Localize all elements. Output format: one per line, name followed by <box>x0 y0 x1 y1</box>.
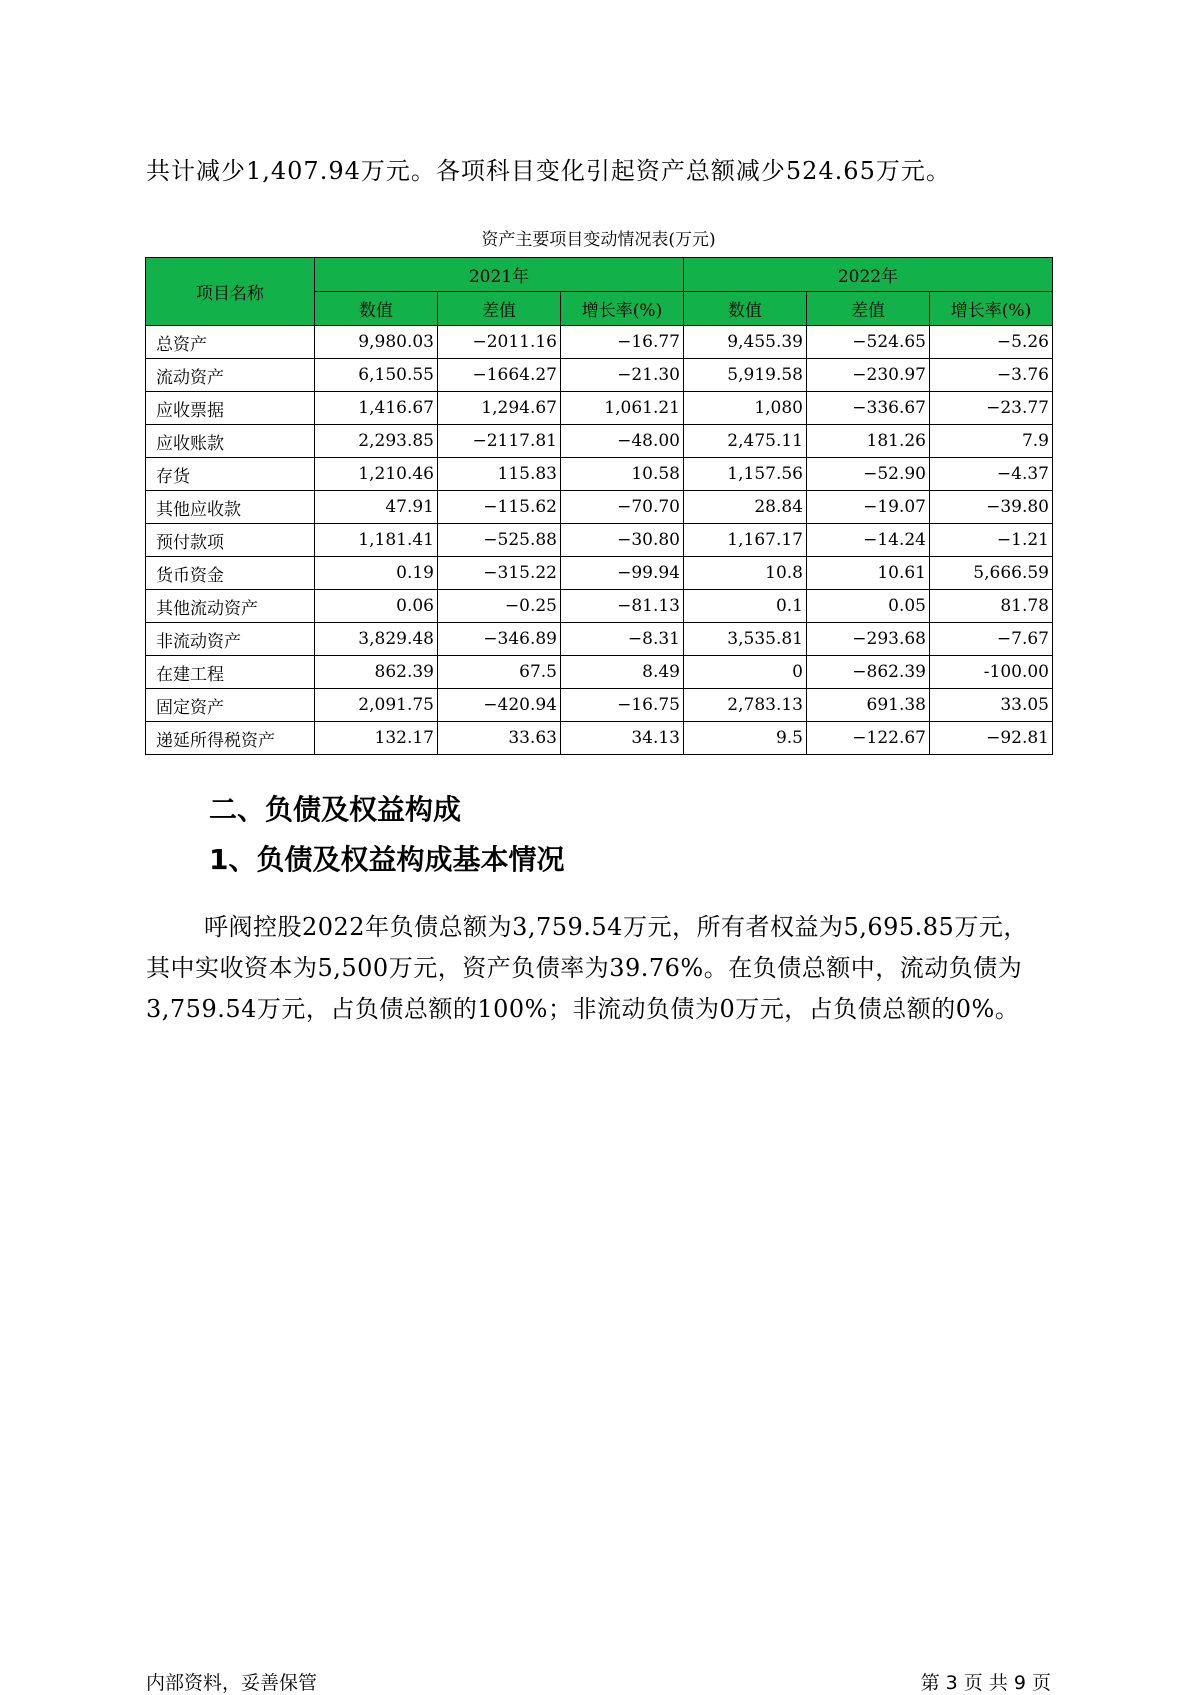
row-value-cell: 3,829.48 <box>315 623 438 656</box>
row-item-name: 应收账款 <box>146 425 315 458</box>
row-value-cell: 5,919.58 <box>684 359 807 392</box>
row-value-cell: −2117.81 <box>438 425 561 458</box>
row-value-cell: −293.68 <box>807 623 930 656</box>
row-value-cell: −14.24 <box>807 524 930 557</box>
sub-header: 增长率(%) <box>930 292 1053 326</box>
row-value-cell: −70.70 <box>561 491 684 524</box>
table-caption: 资产主要项目变动情况表(万元) <box>481 230 716 250</box>
footer-confidential-note: 内部资料，妥善保管 <box>146 1672 318 1694</box>
row-item-name: 存货 <box>146 458 315 491</box>
table-row <box>146 524 1053 557</box>
table-row <box>146 557 1053 590</box>
year-2021-header: 2021年 <box>315 258 684 292</box>
row-value-cell: −115.62 <box>438 491 561 524</box>
item-name-header: 项目名称 <box>146 258 315 326</box>
table-row <box>146 392 1053 425</box>
row-value-cell: −48.00 <box>561 425 684 458</box>
row-item-name: 预付款项 <box>146 524 315 557</box>
row-item-name: 其他应收款 <box>146 491 315 524</box>
row-value-cell: 0.05 <box>807 590 930 623</box>
section-title: 二、负债及权益构成 <box>209 793 462 826</box>
row-value-cell: −39.80 <box>930 491 1053 524</box>
row-value-cell: −420.94 <box>438 689 561 722</box>
row-value-cell: 115.83 <box>438 458 561 491</box>
table-row <box>146 326 1053 359</box>
row-value-cell: 1,294.67 <box>438 392 561 425</box>
row-value-cell: −346.89 <box>438 623 561 656</box>
row-value-cell: −524.65 <box>807 326 930 359</box>
row-value-cell: 2,293.85 <box>315 425 438 458</box>
row-value-cell: −30.80 <box>561 524 684 557</box>
footer-page-number: 第 3 页 共 9 页 <box>920 1672 1051 1694</box>
row-value-cell: -100.00 <box>930 656 1053 689</box>
row-value-cell: −8.31 <box>561 623 684 656</box>
row-value-cell: 2,783.13 <box>684 689 807 722</box>
row-value-cell: 1,061.21 <box>561 392 684 425</box>
row-value-cell: 10.61 <box>807 557 930 590</box>
row-value-cell: 132.17 <box>315 722 438 755</box>
row-value-cell: −2011.16 <box>438 326 561 359</box>
row-value-cell: −122.67 <box>807 722 930 755</box>
row-value-cell: −81.13 <box>561 590 684 623</box>
row-value-cell: 181.26 <box>807 425 930 458</box>
table-row <box>146 458 1053 491</box>
row-value-cell: 2,091.75 <box>315 689 438 722</box>
row-value-cell: 81.78 <box>930 590 1053 623</box>
row-value-cell: 0.19 <box>315 557 438 590</box>
row-value-cell: 33.05 <box>930 689 1053 722</box>
row-item-name: 其他流动资产 <box>146 590 315 623</box>
row-value-cell: 1,416.67 <box>315 392 438 425</box>
row-value-cell: 862.39 <box>315 656 438 689</box>
row-value-cell: 47.91 <box>315 491 438 524</box>
row-value-cell: −16.77 <box>561 326 684 359</box>
sub-header: 数值 <box>315 292 438 326</box>
row-value-cell: −99.94 <box>561 557 684 590</box>
table-row <box>146 491 1053 524</box>
row-value-cell: −7.67 <box>930 623 1053 656</box>
row-value-cell: −0.25 <box>438 590 561 623</box>
table-row <box>146 656 1053 689</box>
row-value-cell: 0 <box>684 656 807 689</box>
row-value-cell: 9,980.03 <box>315 326 438 359</box>
sub-header: 差值 <box>807 292 930 326</box>
row-item-name: 应收票据 <box>146 392 315 425</box>
row-value-cell: 9.5 <box>684 722 807 755</box>
row-value-cell: −52.90 <box>807 458 930 491</box>
row-value-cell: 3,535.81 <box>684 623 807 656</box>
row-item-name: 流动资产 <box>146 359 315 392</box>
row-value-cell: 0.06 <box>315 590 438 623</box>
row-value-cell: 28.84 <box>684 491 807 524</box>
row-value-cell: −16.75 <box>561 689 684 722</box>
sub-section-title: 1、负债及权益构成基本情况 <box>209 843 565 876</box>
row-value-cell: 1,080 <box>684 392 807 425</box>
row-value-cell: −92.81 <box>930 722 1053 755</box>
sub-header: 差值 <box>438 292 561 326</box>
row-value-cell: 2,475.11 <box>684 425 807 458</box>
table-row <box>146 689 1053 722</box>
year-2022-header: 2022年 <box>684 258 1053 292</box>
row-value-cell: −21.30 <box>561 359 684 392</box>
row-value-cell: −4.37 <box>930 458 1053 491</box>
sub-header: 数值 <box>684 292 807 326</box>
row-value-cell: 5,666.59 <box>930 557 1053 590</box>
table-row <box>146 590 1053 623</box>
row-value-cell: 8.49 <box>561 656 684 689</box>
row-value-cell: −336.67 <box>807 392 930 425</box>
table-row <box>146 722 1053 755</box>
row-value-cell: −5.26 <box>930 326 1053 359</box>
row-value-cell: 67.5 <box>438 656 561 689</box>
row-value-cell: −19.07 <box>807 491 930 524</box>
row-item-name: 递延所得税资产 <box>146 722 315 755</box>
row-value-cell: 691.38 <box>807 689 930 722</box>
row-value-cell: 0.1 <box>684 590 807 623</box>
table-body <box>146 326 1053 755</box>
row-value-cell: 1,167.17 <box>684 524 807 557</box>
row-value-cell: 9,455.39 <box>684 326 807 359</box>
row-value-cell: 10.58 <box>561 458 684 491</box>
row-value-cell: −1.21 <box>930 524 1053 557</box>
row-value-cell: 7.9 <box>930 425 1053 458</box>
row-value-cell: 1,157.56 <box>684 458 807 491</box>
row-value-cell: 1,181.41 <box>315 524 438 557</box>
row-item-name: 总资产 <box>146 326 315 359</box>
row-value-cell: −525.88 <box>438 524 561 557</box>
row-value-cell: −862.39 <box>807 656 930 689</box>
intro-paragraph: 共计减少1,407.94万元。各项科目变化引起资产总额减少524.65万元。 <box>146 157 951 185</box>
row-value-cell: 6,150.55 <box>315 359 438 392</box>
row-value-cell: −23.77 <box>930 392 1053 425</box>
row-item-name: 固定资产 <box>146 689 315 722</box>
row-item-name: 在建工程 <box>146 656 315 689</box>
row-value-cell: −230.97 <box>807 359 930 392</box>
row-item-name: 货币资金 <box>146 557 315 590</box>
row-value-cell: −3.76 <box>930 359 1053 392</box>
sub-header: 增长率(%) <box>561 292 684 326</box>
row-value-cell: 33.63 <box>438 722 561 755</box>
asset-changes-table <box>145 257 1053 755</box>
row-item-name: 非流动资产 <box>146 623 315 656</box>
table-row <box>146 425 1053 458</box>
row-value-cell: 1,210.46 <box>315 458 438 491</box>
body-paragraph: 呼阀控股2022年负债总额为3,759.54万元，所有者权益为5,695.85万元，其中实收资本为5,500万元，资产负债率为39.76%。在负债总额中，流动负债为3,759.54万元，占负债总额的100%；非流动负债为0万元，占负债总额的0%。 <box>146 913 1028 1023</box>
table-row <box>146 623 1053 656</box>
row-value-cell: −1664.27 <box>438 359 561 392</box>
row-value-cell: −315.22 <box>438 557 561 590</box>
table-row <box>146 359 1053 392</box>
row-value-cell: 10.8 <box>684 557 807 590</box>
row-value-cell: 34.13 <box>561 722 684 755</box>
